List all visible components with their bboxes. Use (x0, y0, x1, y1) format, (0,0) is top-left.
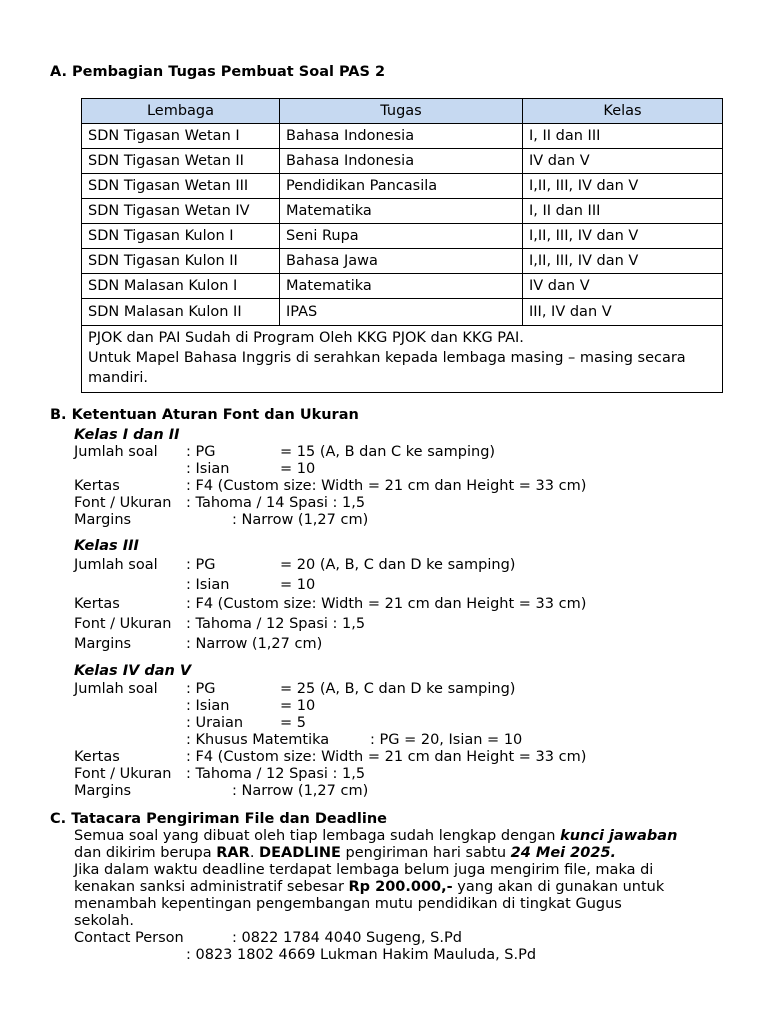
cell-lembaga: SDN Malasan Kulon I (82, 274, 280, 299)
margins-label: Margins (74, 636, 132, 652)
cell-kelas: I,II, III, IV dan V (523, 174, 723, 199)
task-table (81, 98, 723, 393)
cell-tugas: Matematika (280, 274, 523, 299)
cell-kelas: I, II dan III (523, 124, 723, 149)
uraian-value: = 5 (280, 715, 306, 731)
font-ukuran-label: Font / Ukuran (74, 766, 172, 782)
table-row (82, 149, 723, 174)
contact-person-2: : 0823 1802 4669 Lukman Hakim Mauluda, S.Pd (186, 947, 537, 963)
cell-kelas: I,II, III, IV dan V (523, 249, 723, 274)
khusus-matematika-label: : Khusus Matemtika (186, 732, 330, 748)
rar-emphasis: RAR (216, 845, 250, 861)
isian-value: = 10 (280, 698, 316, 714)
sanction-amount: Rp 200.000,- (348, 879, 453, 895)
text: kenakan sanksi administratif sebesar (74, 879, 349, 895)
section-b-title: B. Ketentuan Aturan Font dan Ukuran (50, 407, 359, 423)
table-row (82, 174, 723, 199)
deadline-paragraph-line: sekolah. (74, 913, 134, 929)
cell-tugas: Bahasa Indonesia (280, 149, 523, 174)
cell-kelas: III, IV dan V (523, 299, 723, 326)
cell-tugas: IPAS (280, 299, 523, 326)
table-header-row (82, 99, 723, 124)
cell-lembaga: SDN Tigasan Kulon I (82, 224, 280, 249)
kertas-value: : F4 (Custom size: Width = 21 cm dan Height = 33 cm) (186, 749, 587, 765)
margins-label: Margins (74, 783, 132, 799)
pg-label: : PG (186, 681, 216, 697)
jumlah-soal-label: Jumlah soal (74, 681, 158, 697)
kertas-label: Kertas (74, 478, 120, 494)
cell-tugas: Seni Rupa (280, 224, 523, 249)
kelas-4-5-heading: Kelas IV dan V (74, 663, 192, 679)
kelas-1-2-heading: Kelas I dan II (74, 427, 180, 443)
table-row (82, 199, 723, 224)
note-pjok-pai: PJOK dan PAI Sudah di Program Oleh KKG PJOK dan KKG PAI. (88, 330, 524, 346)
table-row (82, 249, 723, 274)
table-row (82, 224, 723, 249)
section-a-title: A. Pembagian Tugas Pembuat Soal PAS 2 (50, 64, 386, 80)
isian-label: : Isian (186, 461, 230, 477)
deadline-paragraph-line (74, 845, 616, 862)
kunci-jawaban-emphasis: kunci jawaban (560, 828, 678, 844)
header-tugas: Tugas (280, 99, 523, 124)
cell-kelas: IV dan V (523, 274, 723, 299)
deadline-paragraph-line (74, 828, 677, 845)
deadline-date: 24 Mei 2025. (510, 845, 617, 861)
khusus-matematika-value: : PG = 20, Isian = 10 (370, 732, 523, 748)
contact-person-label: Contact Person (74, 930, 184, 946)
kertas-value: : F4 (Custom size: Width = 21 cm dan Height = 33 cm) (186, 478, 587, 494)
note-bahasa-inggris: Untuk Mapel Bahasa Inggris di serahkan kepada lembaga masing – masing secara mandiri. (88, 350, 686, 386)
kertas-label: Kertas (74, 749, 120, 765)
header-lembaga: Lembaga (82, 99, 280, 124)
cell-lembaga: SDN Tigasan Wetan I (82, 124, 280, 149)
cell-tugas: Bahasa Jawa (280, 249, 523, 274)
font-ukuran-label: Font / Ukuran (74, 495, 172, 511)
cell-kelas: I,II, III, IV dan V (523, 224, 723, 249)
cell-tugas: Pendidikan Pancasila (280, 174, 523, 199)
margins-value: : Narrow (1,27 cm) (232, 512, 369, 528)
text: dan dikirim berupa (74, 845, 217, 861)
text: pengiriman hari sabtu (340, 845, 511, 861)
pg-value: = 20 (A, B, C dan D ke samping) (280, 557, 516, 573)
text: . (249, 845, 260, 861)
font-ukuran-label: Font / Ukuran (74, 616, 172, 632)
deadline-paragraph-line (74, 879, 664, 896)
contact-person-1: : 0822 1784 4040 Sugeng, S.Pd (232, 930, 462, 946)
font-ukuran-value: : Tahoma / 12 Spasi : 1,5 (186, 766, 366, 782)
isian-label: : Isian (186, 698, 230, 714)
table-row (82, 124, 723, 149)
font-ukuran-value: : Tahoma / 12 Spasi : 1,5 (186, 616, 366, 632)
section-c-title: C. Tatacara Pengiriman File dan Deadline (50, 811, 387, 827)
cell-lembaga: SDN Tigasan Wetan III (82, 174, 280, 199)
kertas-value: : F4 (Custom size: Width = 21 cm dan Height = 33 cm) (186, 596, 587, 612)
pg-label: : PG (186, 444, 216, 460)
cell-kelas: I, II dan III (523, 199, 723, 224)
table-row (82, 274, 723, 299)
font-ukuran-value: : Tahoma / 14 Spasi : 1,5 (186, 495, 366, 511)
jumlah-soal-label: Jumlah soal (74, 557, 158, 573)
margins-value: : Narrow (1,27 cm) (186, 636, 323, 652)
cell-tugas: Bahasa Indonesia (280, 124, 523, 149)
cell-lembaga: SDN Malasan Kulon II (82, 299, 280, 326)
text: yang akan di gunakan untuk (452, 879, 665, 895)
deadline-paragraph-line: Jika dalam waktu deadline terdapat lembaga belum juga mengirim file, maka di (74, 862, 654, 878)
uraian-label: : Uraian (186, 715, 244, 731)
pg-value: = 25 (A, B, C dan D ke samping) (280, 681, 516, 697)
isian-label: : Isian (186, 577, 230, 593)
table-row (82, 299, 723, 326)
cell-lembaga: SDN Tigasan Wetan IV (82, 199, 280, 224)
isian-value: = 10 (280, 461, 316, 477)
table-note (82, 326, 723, 393)
table-note-row (82, 326, 723, 393)
cell-lembaga: SDN Tigasan Kulon II (82, 249, 280, 274)
pg-label: : PG (186, 557, 216, 573)
kelas-3-heading: Kelas III (74, 538, 139, 554)
header-kelas: Kelas (523, 99, 723, 124)
margins-value: : Narrow (1,27 cm) (232, 783, 369, 799)
cell-kelas: IV dan V (523, 149, 723, 174)
deadline-paragraph-line: menambah kepentingan pengembangan mutu pendidikan di tingkat Gugus (74, 896, 622, 912)
text: Semua soal yang dibuat oleh tiap lembaga sudah lengkap dengan (74, 828, 561, 844)
cell-lembaga: SDN Tigasan Wetan II (82, 149, 280, 174)
kertas-label: Kertas (74, 596, 120, 612)
jumlah-soal-label: Jumlah soal (74, 444, 158, 460)
isian-value: = 10 (280, 577, 316, 593)
deadline-emphasis: DEADLINE (259, 845, 341, 861)
pg-value: = 15 (A, B dan C ke samping) (280, 444, 496, 460)
margins-label: Margins (74, 512, 132, 528)
cell-tugas: Matematika (280, 199, 523, 224)
